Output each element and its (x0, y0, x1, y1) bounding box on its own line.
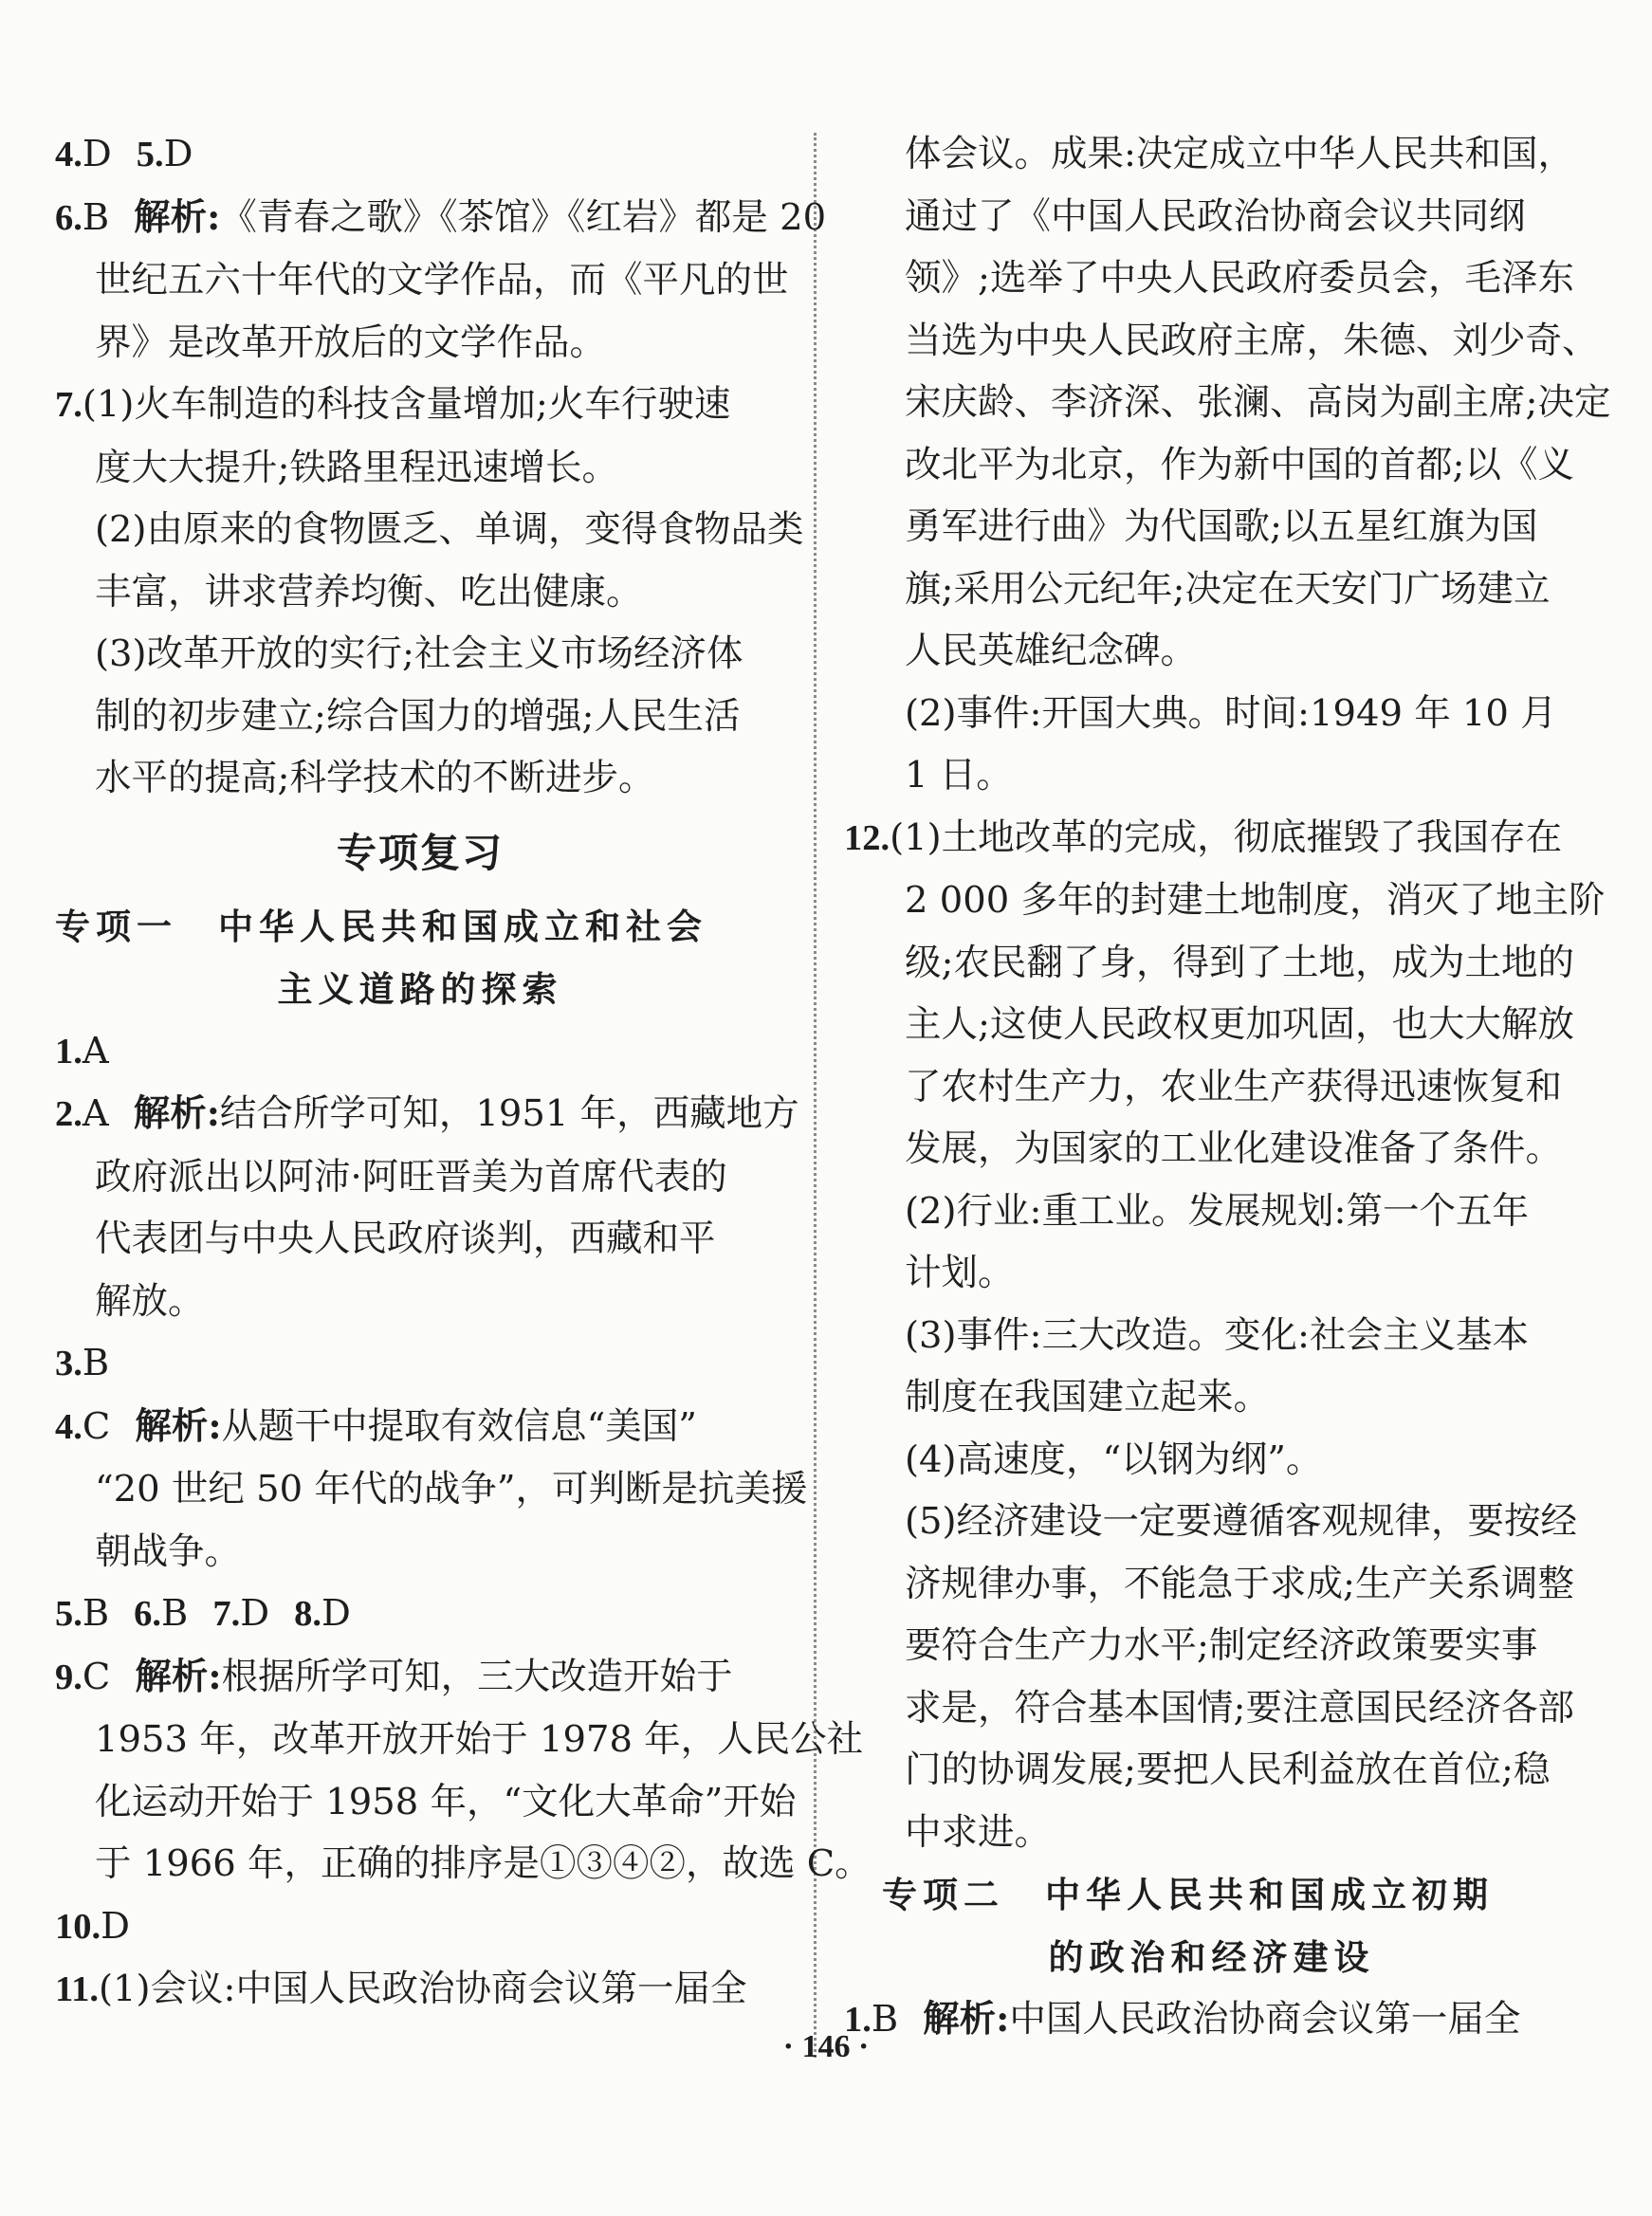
answer-line: 济规律办事，不能急于求成;生产关系调整 (905, 1562, 1574, 1605)
answer-line: 勇军进行曲》为代国歌;以五星红旗为国 (905, 505, 1538, 548)
answer-line: 制度在我国建立起来。 (905, 1376, 1271, 1419)
answer-line: 了农村生产力，农业生产获得迅速恢复和 (905, 1065, 1563, 1108)
answer-line: 通过了《中国人民政治协商会议共同纲 (905, 194, 1526, 238)
answer-line: 于 1966 年，正确的排序是①③④②，故选 C。 (95, 1842, 872, 1885)
answer-line: (3)改革开放的实行;社会主义市场经济体 (95, 632, 743, 675)
answer-line: 水平的提高;科学技术的不断进步。 (95, 757, 655, 799)
topic-heading: 专项一 中华人民共和国成立和社会 (55, 905, 707, 947)
answer-line: 门的协调发展;要把人民利益放在首位;稳 (905, 1749, 1551, 1791)
answer-line: 解放。 (95, 1279, 205, 1323)
answer-line: 10.D (55, 1904, 130, 1948)
answer-line: 改北平为北京，作为新中国的首都;以《义 (905, 443, 1574, 486)
answer-line: 丰富，讲求营养均衡、吃出健康。 (95, 570, 643, 614)
answer-line: (3)事件:三大改造。变化:社会主义基本 (905, 1313, 1529, 1357)
answer-line: 中求进。 (905, 1810, 1052, 1854)
answer-line: (2)行业:重工业。发展规划:第一个五年 (905, 1189, 1529, 1233)
answer-line: 7.(1)火车制造的科技含量增加;火车行驶速 (55, 383, 731, 426)
answer-line: (5)经济建设一定要遵循客观规律，要按经 (905, 1500, 1578, 1543)
answer-line: 1.A (55, 1029, 109, 1072)
answer-line: 求是，符合基本国情;要注意国民经济各部 (905, 1686, 1574, 1730)
answer-line: 旗;采用公元纪年;决定在天安门广场建立 (905, 567, 1551, 611)
answer-line: 政府派出以阿沛·阿旺晋美为首席代表的 (95, 1155, 727, 1199)
answer-line: 体会议。成果:决定成立中华人民共和国， (905, 133, 1574, 175)
topic-heading-cont: 的政治和经济建设 (1048, 1936, 1375, 1978)
answer-line: 6.B 解析:《青春之歌》《茶馆》《红岩》都是 20 (55, 195, 827, 239)
answer-line: 1953 年，改革开放开始于 1978 年，人民公社 (95, 1718, 864, 1761)
answer-line: 度大大提升;铁路里程迅速增长。 (95, 446, 618, 489)
answer-line: 领》;选举了中央人民政府委员会，毛泽东 (905, 257, 1574, 300)
answer-line: 级;农民翻了身，得到了土地，成为土地的 (905, 941, 1574, 984)
answer-line: 人民英雄纪念碑。 (905, 630, 1198, 672)
answer-line: 世纪五六十年代的文学作品，而《平凡的世 (95, 259, 789, 302)
answer-line: 5.B 6.B 7.D 8.D (55, 1592, 351, 1635)
answer-line: 化运动开始于 1958 年，“文化大革命”开始 (95, 1780, 797, 1823)
answer-line: 当选为中央人民政府主席，朱德、刘少奇、 (905, 319, 1599, 362)
answer-line: 主人;这使人民政权更加巩固，也大大解放 (905, 1003, 1574, 1046)
answer-line: (2)由原来的食物匮乏、单调，变得食物品类 (95, 508, 804, 551)
answer-line: 12.(1)土地改革的完成，彻底摧毁了我国存在 (844, 815, 1563, 859)
answer-line: 要符合生产力水平;制定经济政策要实事 (905, 1624, 1538, 1667)
answer-line: 代表团与中央人民政府谈判，西藏和平 (95, 1218, 716, 1260)
answer-line: (2)事件:开国大典。时间:1949 年 10 月 (905, 691, 1557, 735)
topic-heading: 专项二 中华人民共和国成立初期 (882, 1874, 1494, 1915)
answer-line: 宋庆龄、李济深、张澜、高岗为副主席;决定 (905, 381, 1611, 424)
answer-line: 界》是改革开放后的文学作品。 (95, 320, 607, 364)
answer-line: 1 日。 (905, 754, 1013, 797)
answer-line: 制的初步建立;综合国力的增强;人民生活 (95, 694, 741, 738)
answer-line: (4)高速度，“以钢为纲”。 (905, 1438, 1323, 1481)
answer-line: 2 000 多年的封建土地制度，消灭了地主阶 (905, 879, 1606, 922)
answer-line: 朝战争。 (95, 1529, 242, 1573)
answer-line: 计划。 (905, 1252, 1015, 1294)
answer-line: 2.A 解析:结合所学可知，1951 年，西藏地方 (55, 1092, 799, 1135)
topic-heading-cont: 主义道路的探索 (277, 967, 563, 1010)
answer-line: 发展，为国家的工业化建设准备了条件。 (905, 1127, 1563, 1170)
right-column (844, 123, 1611, 2052)
answer-line: 3.B (55, 1342, 110, 1384)
page-number: · 146 · (782, 2029, 870, 2064)
answer-line: 4.C 解析:从题干中提取有效信息“美国” (55, 1404, 697, 1448)
left-column (55, 123, 872, 2022)
answer-line: 4.D 5.D (55, 133, 193, 175)
answer-line: 1.B 解析:中国人民政治协商会议第一届全 (844, 1998, 1521, 2041)
section-title: 专项复习 (336, 829, 504, 876)
answer-line: 9.C 解析:根据所学可知，三大改造开始于 (55, 1655, 733, 1698)
answer-line: “20 世纪 50 年代的战争”，可判断是抗美援 (95, 1468, 808, 1511)
answer-line: 11.(1)会议:中国人民政治协商会议第一届全 (55, 1968, 747, 2010)
